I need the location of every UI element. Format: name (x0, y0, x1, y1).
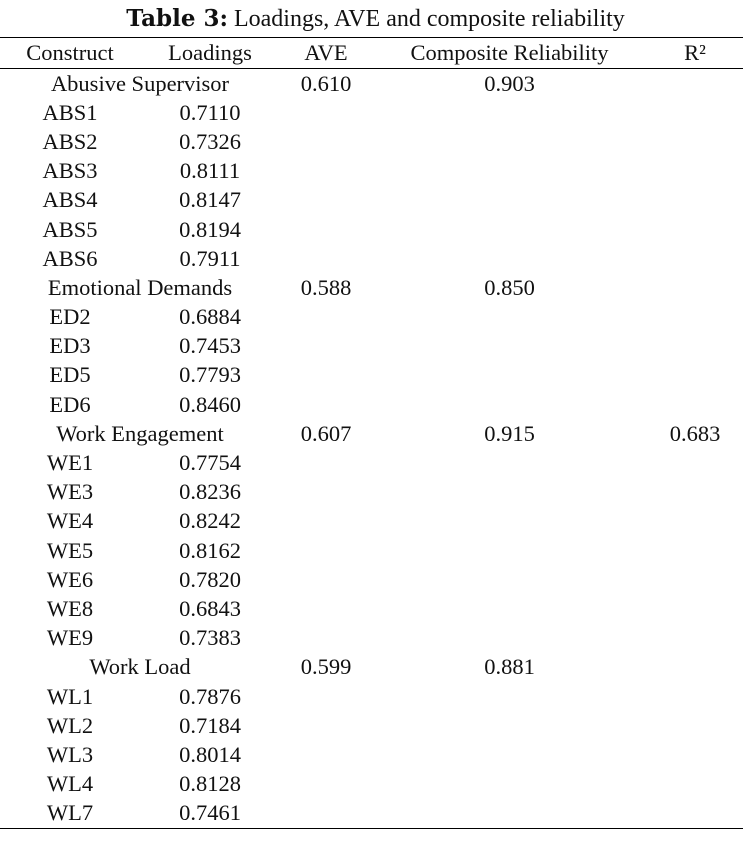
item-loading: 0.7461 (179, 800, 241, 826)
header-loadings: Loadings (168, 40, 252, 65)
header-composite-reliability: Composite Reliability (410, 40, 609, 65)
item-loading: 0.7793 (179, 362, 241, 388)
item-loading: 0.7820 (179, 566, 241, 592)
item-loading: 0.7754 (179, 450, 241, 476)
item-loading: 0.8460 (179, 391, 241, 417)
r2-value: 0.683 (669, 420, 721, 446)
item-code: WL4 (46, 771, 94, 797)
item-code: ED2 (49, 304, 91, 330)
item-code: ABS5 (42, 216, 98, 242)
item-code: WE8 (46, 595, 94, 621)
item-loading: 0.8014 (179, 741, 241, 767)
construct-name: Emotional Demands (47, 274, 233, 300)
item-code: WE9 (46, 625, 94, 651)
item-loading: 0.6843 (179, 595, 241, 621)
construct-name: Work Engagement (56, 420, 224, 446)
composite-reliability-value: 0.850 (484, 274, 535, 300)
item-code: ED5 (49, 362, 91, 388)
item-code: ABS2 (42, 128, 98, 154)
item-code: WL2 (46, 712, 94, 738)
item-code: WL7 (46, 800, 94, 826)
item-code: ED6 (49, 391, 91, 417)
composite-reliability-value: 0.903 (484, 70, 535, 96)
item-code: ABS4 (42, 187, 98, 213)
table-caption-label: Table 3: (126, 5, 228, 32)
item-loading: 0.7326 (179, 128, 241, 154)
item-loading: 0.8147 (179, 187, 241, 213)
item-loading: 0.8162 (179, 537, 241, 563)
item-code: WE1 (46, 450, 94, 476)
item-code: WL1 (46, 683, 94, 709)
item-loading: 0.7876 (179, 683, 241, 709)
item-code: ABS3 (42, 158, 98, 184)
item-code: WE5 (46, 537, 94, 563)
item-loading: 0.6884 (179, 304, 241, 330)
item-loading: 0.7110 (179, 99, 241, 125)
table-caption-text: Loadings, AVE and composite reliability (227, 6, 625, 32)
item-loading: 0.8194 (179, 216, 241, 242)
ave-value: 0.599 (300, 654, 352, 680)
item-loading: 0.8236 (179, 479, 241, 505)
item-code: ABS6 (42, 245, 98, 271)
table-caption (0, 4, 751, 34)
ave-value: 0.607 (300, 420, 352, 446)
item-code: WE3 (46, 479, 94, 505)
composite-reliability-value: 0.915 (484, 420, 535, 446)
construct-name: Work Load (89, 654, 191, 680)
composite-reliability-value: 0.881 (484, 654, 535, 680)
item-code: WE6 (46, 566, 94, 592)
item-loading: 0.8128 (179, 771, 241, 797)
item-code: WE4 (46, 508, 94, 534)
item-code: ABS1 (42, 99, 98, 125)
item-loading: 0.7911 (179, 245, 241, 271)
header-construct: Construct (26, 40, 114, 65)
construct-name: Abusive Supervisor (50, 70, 230, 96)
header-r2: R² (684, 40, 706, 65)
item-code: WL3 (46, 741, 94, 767)
item-loading: 0.7453 (179, 333, 241, 359)
loadings-table (0, 37, 743, 828)
header-ave: AVE (304, 40, 348, 65)
item-loading: 0.7184 (179, 712, 241, 738)
item-code: ED3 (49, 333, 91, 359)
ave-value: 0.588 (300, 274, 352, 300)
ave-value: 0.610 (300, 70, 352, 96)
item-loading: 0.8242 (179, 508, 241, 534)
item-loading: 0.8111 (179, 158, 241, 184)
item-loading: 0.7383 (179, 625, 241, 651)
